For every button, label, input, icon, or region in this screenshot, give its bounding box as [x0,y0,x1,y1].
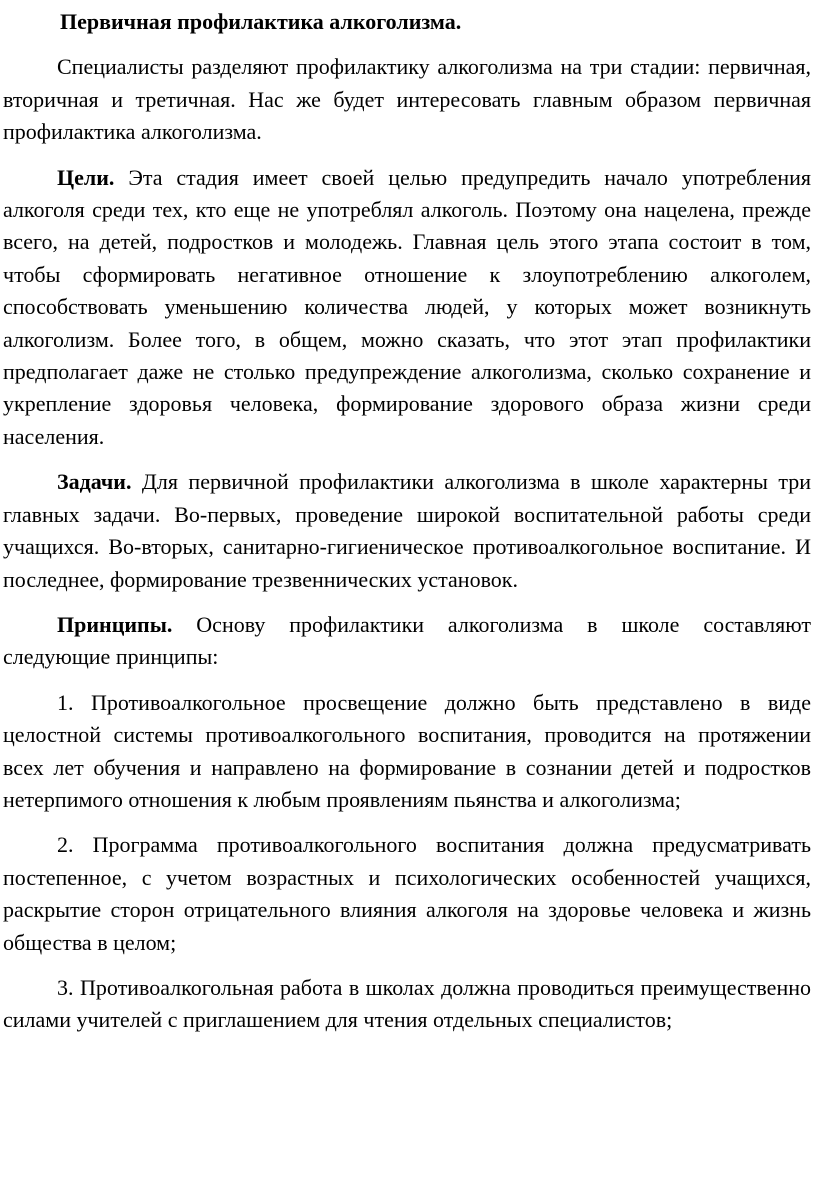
document-title: Первичная профилактика алкоголизма. [60,9,462,34]
paragraph-intro [3,51,811,148]
paragraph-tasks [3,466,811,596]
paragraph-text: 2. Программа противоалкогольного воспитания должна предусматривать постепенное, с учетом возрастных и психологических особенностей учащихся, раскрытие сторон отрицательного влияния алкоголя на здоровье человека и жизнь общества в целом; [3,832,811,955]
paragraph-text: 1. Противоалкогольное просвещение должно быть представлено в виде целостной системы противоалкогольного воспитания, проводится на протяжении всех лет обучения и направлено на формирование в сознании детей и подростков нетерпимого отношения к любым проявлениям пьянства и алкоголизма; [3,689,811,812]
paragraph-goals [3,162,811,454]
paragraph-principle-1 [3,687,811,817]
paragraph-lead: Цели. [57,164,115,190]
paragraph-text: Основу профилактики алкоголизма в школе составляют следующие принципы: [3,611,811,670]
paragraph-lead: Задачи. [57,469,132,495]
paragraph-text: 3. Противоалкогольная работа в школах должна проводиться преимущественно силами учителей с приглашением для чтения отдельных специалистов; [3,974,811,1033]
paragraph-text: Специалисты разделяют профилактику алкоголизма на три стадии: первичная, вторичная и третичная. Нас же будет интересовать главным образом первичная профилактика алкоголизма. [3,54,811,145]
paragraph-text: Для первичной профилактики алкоголизма в школе характерны три главных задачи. Во-первых, проведение широкой воспитательной работы среди учащихся. Во-вторых, санитарно-гигиеническое противоалкогольное воспитание. И последнее, формирование трезвеннических установок. [3,469,812,592]
paragraph-lead: Принципы. [57,611,173,637]
paragraph-principles [3,609,811,674]
paragraph-principle-2 [3,829,811,959]
paragraph-principle-3 [3,972,811,1037]
paragraph-text: Эта стадия имеет своей целью предупредить начало употребления алкоголя среди тех, кто еще не употреблял алкоголь. Поэтому она нацелена, прежде всего, на детей, подростков и молодежь. Главная цель этого этапа состоит в том, чтобы сформировать негативное отношение к злоупотреблению алкоголем, способствовать уменьшению количества людей, у которых может возникнуть алкоголизм. Более того, в общем, можно сказать, что этот этап профилактики предполагает даже не столько предупреждение алкоголизма, сколько сохранение и укрепление здоровья человека, формирование здорового образа жизни среди населения. [3,164,812,449]
